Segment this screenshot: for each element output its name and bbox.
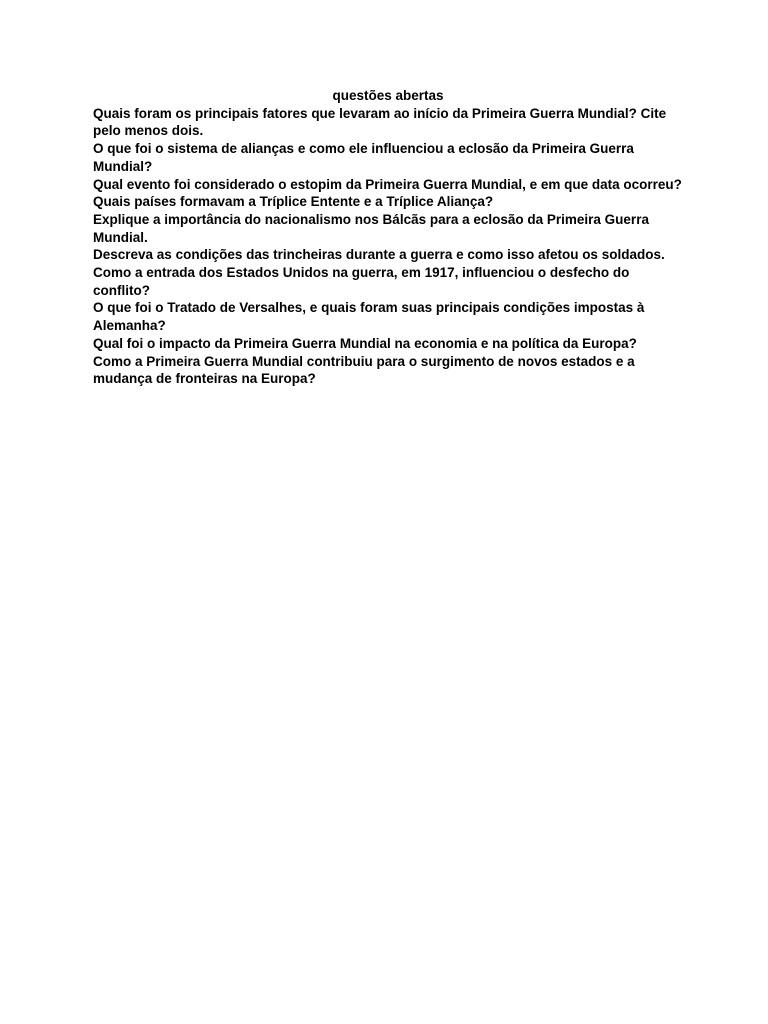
- question-item: O que foi o Tratado de Versalhes, e quais foram suas principais condições impostas à Alemanha?: [93, 300, 645, 334]
- question-item: Qual evento foi considerado o estopim da Primeira Guerra Mundial, e em que data ocorreu?: [93, 176, 682, 192]
- question-item: Como a Primeira Guerra Mundial contribuiu para o surgimento de novos estados e a mudança de fronteiras na Europa?: [93, 353, 635, 387]
- question-item: O que foi o sistema de alianças e como ele influenciou a eclosão da Primeira Guerra Mundial?: [93, 141, 634, 174]
- question-item: Explique a importância do nacionalismo nos Bálcãs para a eclosão da Primeira Guerra Mundial.: [93, 211, 649, 245]
- question-list: [93, 105, 683, 388]
- question-item: Qual foi o impacto da Primeira Guerra Mundial na economia e na política da Europa?: [93, 335, 637, 351]
- question-item: Quais foram os principais fatores que levaram ao início da Primeira Guerra Mundial? Cite pelo menos dois.: [93, 105, 667, 139]
- document-page: [93, 87, 683, 388]
- question-item: Descreva as condições das trincheiras durante a guerra e como isso afetou os soldados.: [93, 247, 665, 263]
- document-title: questões abertas: [332, 88, 444, 103]
- question-item: Quais países formavam a Tríplice Entente e a Tríplice Aliança?: [93, 194, 494, 210]
- question-item: Como a entrada dos Estados Unidos na guerra, em 1917, influenciou o desfecho do conflito?: [93, 265, 630, 298]
